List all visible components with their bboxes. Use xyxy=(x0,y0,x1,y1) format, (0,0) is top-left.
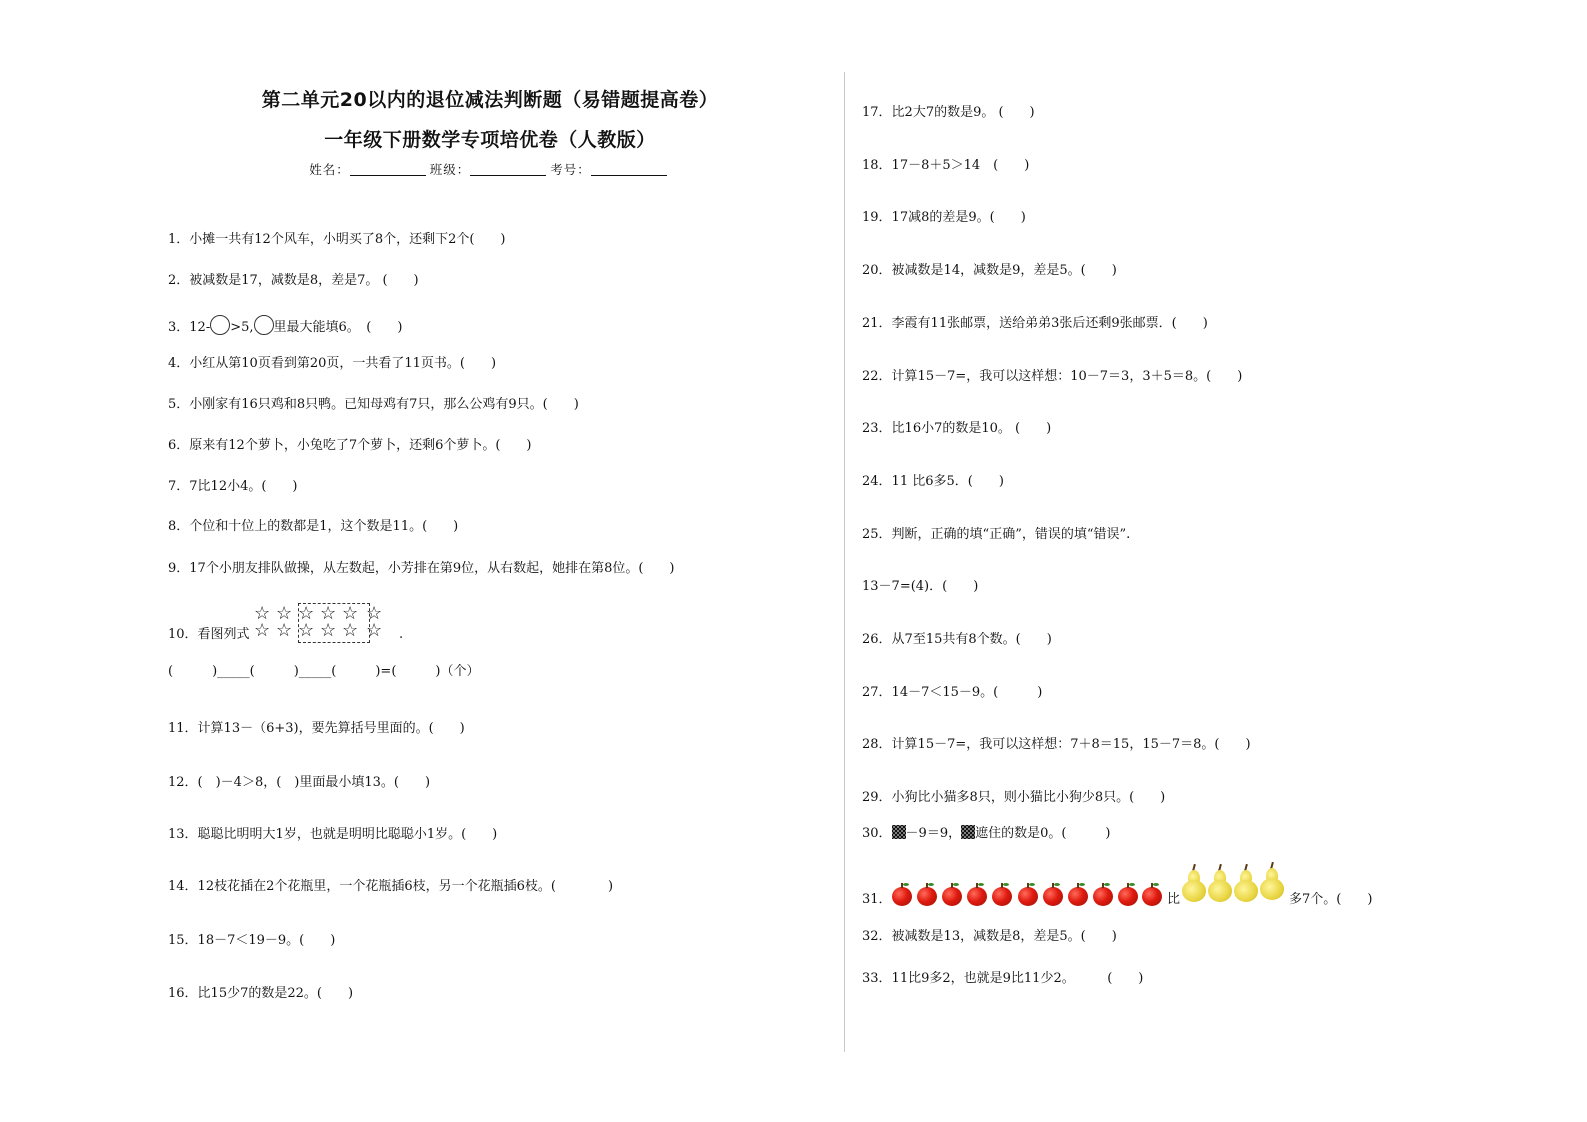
q3-part-b: >5, xyxy=(230,320,254,335)
star-outline-icon: ☆ xyxy=(254,603,271,624)
page-title: 第二单元20以内的退位减法判断题（易错题提高卷） xyxy=(261,89,719,111)
question-24: 24．11 比6多5．( ) xyxy=(862,474,1004,489)
apple-icon xyxy=(1018,887,1038,906)
question-10-dot: . xyxy=(399,627,404,642)
question-27: 27．14－7＜15－9。( ) xyxy=(862,685,1043,700)
q30-part-a: 30． xyxy=(862,826,892,841)
question-7: 7．7比12小4。( ) xyxy=(168,479,298,494)
question-23: 23．比16小7的数是10。 ( ) xyxy=(862,421,1052,436)
column-divider xyxy=(844,72,845,1052)
pear-icon xyxy=(1208,868,1232,902)
question-21: 21．李霞有11张邮票，送给弟弟3张后还剩9张邮票．( ) xyxy=(862,316,1208,331)
star-outline-icon: ☆ xyxy=(298,603,315,624)
pear-icon xyxy=(1260,866,1284,900)
question-12: 12．( )－4＞8，( )里面最小填13。( ) xyxy=(168,775,431,790)
class-label: 班级： xyxy=(429,162,471,177)
question-22: 22．计算15－7=，我可以这样想：10－7＝3，3＋5＝8。( ) xyxy=(862,369,1243,384)
question-17: 17．比2大7的数是9。 ( ) xyxy=(862,105,1035,120)
question-3 xyxy=(168,315,402,337)
question-25-item: 13－7=(4)．( ) xyxy=(862,579,979,594)
question-32: 32．被减数是13，减数是8，差是5。( ) xyxy=(862,929,1117,944)
apple-icon xyxy=(1068,887,1088,906)
question-28: 28．计算15－7=，我可以这样想：7＋8＝15，15－7＝8。( ) xyxy=(862,737,1251,752)
question-14: 14．12枝花插在2个花瓶里，一个花瓶插6枝，另一个花瓶插6枝。( ) xyxy=(168,879,614,894)
apple-icon xyxy=(917,887,937,906)
question-31-compare: 比 xyxy=(1167,892,1181,907)
q30-part-c: 遮住的数是0。( ) xyxy=(975,826,1111,841)
mosaic-square-icon xyxy=(961,825,975,839)
student-info xyxy=(150,160,830,178)
question-2: 2．被减数是17，减数是8，差是7。 ( ) xyxy=(168,273,419,288)
class-blank[interactable] xyxy=(470,163,546,176)
apple-icon xyxy=(892,887,912,906)
star-outline-icon: ☆ xyxy=(276,620,293,641)
question-1: 1．小摊一共有12个风车，小明买了8个，还剩下2个( ) xyxy=(168,232,506,247)
blank-circle-icon xyxy=(254,315,274,335)
mosaic-square-icon xyxy=(892,825,906,839)
question-5: 5．小刚家有16只鸡和8只鸭。已知母鸡有7只，那么公鸡有9只。( ) xyxy=(168,397,579,412)
question-11: 11．计算13－（6+3)，要先算括号里面的。( ) xyxy=(168,721,465,736)
question-8: 8．个位和十位上的数都是1，这个数是11。( ) xyxy=(168,519,459,534)
star-figure xyxy=(252,605,388,641)
q3-part-a: 3．12- xyxy=(168,320,211,335)
apple-icon xyxy=(1118,887,1138,906)
question-16: 16．比15少7的数是22。( ) xyxy=(168,986,354,1001)
star-outline-icon: ☆ xyxy=(320,603,337,624)
question-10-equation: ( )_____( )_____( )=( )（个） xyxy=(168,664,480,679)
pear-icon xyxy=(1182,868,1206,902)
question-25: 25．判断，正确的填“正确”，错误的填“错误”. xyxy=(862,527,1131,542)
blank-circle-icon xyxy=(210,315,230,335)
page-subtitle: 一年级下册数学专项培优卷（人教版） xyxy=(324,129,656,151)
question-13: 13．聪聪比明明大1岁，也就是明明比聪聪小1岁。( ) xyxy=(168,827,498,842)
exam-blank[interactable] xyxy=(591,163,667,176)
star-outline-icon: ☆ xyxy=(276,603,293,624)
star-outline-icon: ☆ xyxy=(298,620,315,641)
question-31-text: 多7个。( ) xyxy=(1289,892,1373,907)
star-outline-icon: ☆ xyxy=(342,620,359,641)
apple-icon xyxy=(1142,887,1162,906)
name-label: 姓名： xyxy=(309,162,350,177)
question-29: 29．小狗比小猫多8只，则小猫比小狗少8只。( ) xyxy=(862,790,1166,805)
question-10: 10．看图列式 xyxy=(168,627,250,642)
name-blank[interactable] xyxy=(350,163,426,176)
question-26: 26．从7至15共有8个数。( ) xyxy=(862,632,1052,647)
question-20: 20．被减数是14，减数是9，差是5。( ) xyxy=(862,263,1117,278)
question-18: 18．17－8＋5＞14 ( ) xyxy=(862,158,1030,173)
q30-part-b: －9＝9， xyxy=(905,826,962,841)
star-outline-icon: ☆ xyxy=(254,620,271,641)
pear-icon xyxy=(1234,868,1258,902)
question-4: 4．小红从第10页看到第20页，一共看了11页书。( ) xyxy=(168,356,497,371)
question-19: 19．17减8的差是9。( ) xyxy=(862,210,1026,225)
question-15: 15．18－7＜19－9。( ) xyxy=(168,933,336,948)
star-outline-icon: ☆ xyxy=(366,620,383,641)
question-30 xyxy=(862,825,1111,843)
question-31-number: 31． xyxy=(862,892,892,907)
apple-icon xyxy=(1043,887,1063,906)
star-outline-icon: ☆ xyxy=(320,620,337,641)
question-9: 9．17个小朋友排队做操，从左数起，小芳排在第9位，从右数起，她排在第8位。( ) xyxy=(168,561,675,576)
apple-icon xyxy=(967,887,987,906)
q3-part-c: 里最大能填6。 ( ) xyxy=(273,320,403,335)
star-outline-icon: ☆ xyxy=(342,603,359,624)
question-33: 33．11比9多2，也就是9比11少2。 ( ) xyxy=(862,971,1144,986)
star-outline-icon: ☆ xyxy=(366,603,383,624)
apple-icon xyxy=(1093,887,1113,906)
exam-label: 考号： xyxy=(550,162,591,177)
apple-icon xyxy=(942,887,962,906)
question-6: 6．原来有12个萝卜，小兔吃了7个萝卜，还剩6个萝卜。( ) xyxy=(168,438,532,453)
apple-icon xyxy=(992,887,1012,906)
